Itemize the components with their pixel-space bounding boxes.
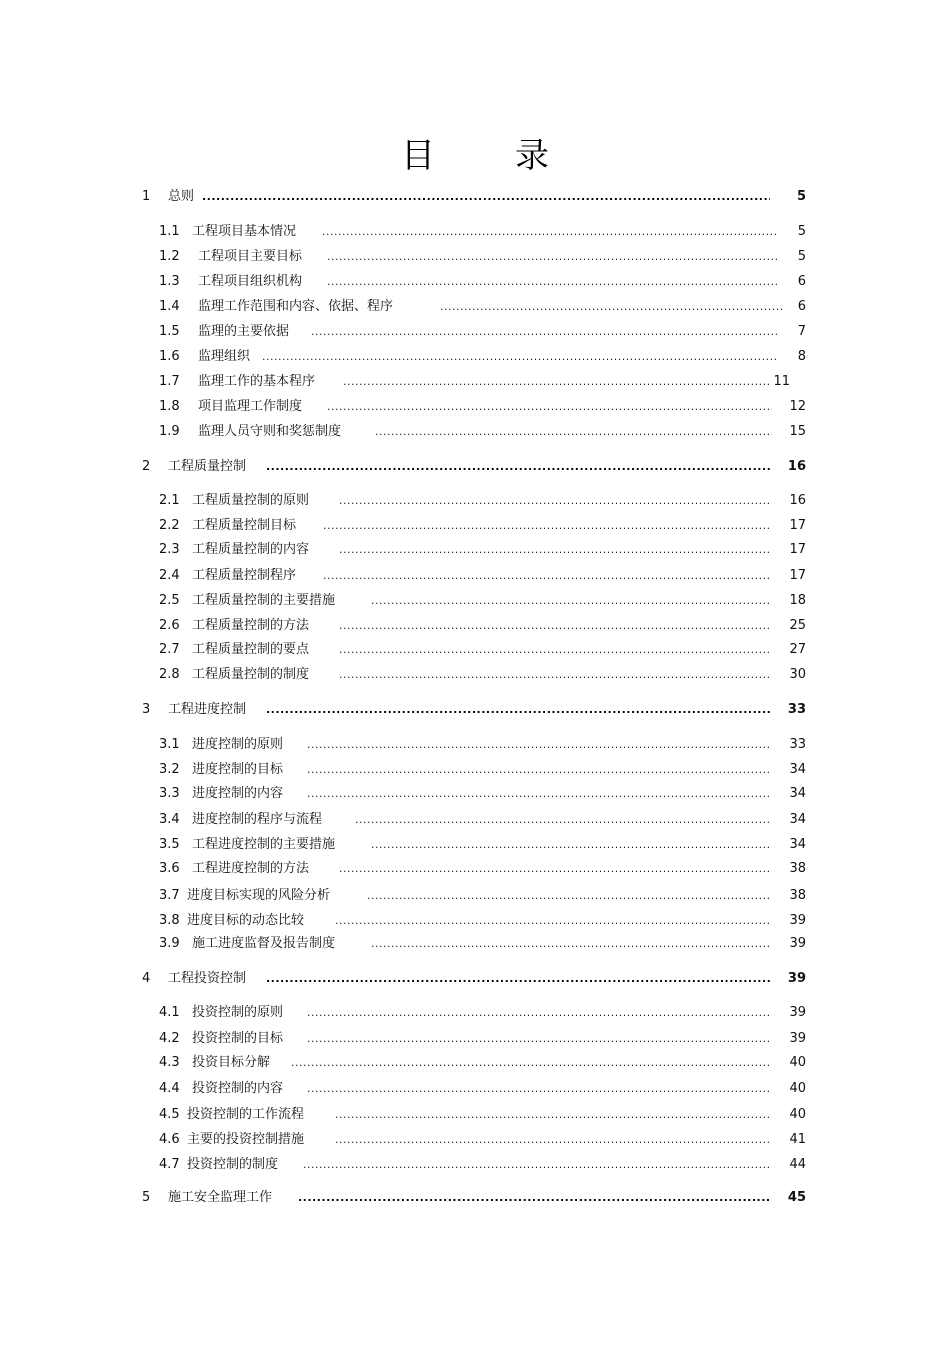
- leader-dots: [335, 912, 771, 930]
- toc-page-number: 45: [787, 1190, 806, 1205]
- toc-page-number: 34: [789, 762, 806, 777]
- toc-number: 1.9: [159, 424, 180, 439]
- leader-dots: [266, 970, 770, 988]
- toc-entry: [0, 323, 950, 341]
- toc-title: 投资控制的内容: [192, 1081, 284, 1096]
- toc-page-number: 30: [789, 667, 806, 682]
- toc-title: 工程质量控制的要点: [192, 642, 310, 657]
- toc-page-number: 40: [789, 1055, 806, 1070]
- leader-dots: [339, 860, 771, 878]
- toc-title: 进度控制的内容: [192, 786, 284, 801]
- toc-chapter: [0, 458, 950, 476]
- toc-entry: [0, 761, 950, 779]
- toc-title: 工程质量控制的内容: [192, 542, 310, 557]
- leader-dots: [335, 1131, 771, 1149]
- leader-dots: [323, 517, 771, 535]
- leader-dots: [355, 811, 771, 829]
- toc-page-number: 40: [789, 1081, 806, 1096]
- toc-page-number: 39: [789, 1005, 806, 1020]
- toc-entry: [0, 223, 950, 241]
- toc-number: 3.5: [159, 837, 180, 852]
- leader-dots: [322, 223, 777, 241]
- leader-dots: [339, 641, 771, 659]
- toc-page-number: 5: [796, 189, 806, 204]
- toc-page-number: 17: [789, 518, 806, 533]
- toc-title: 工程项目主要目标: [198, 249, 303, 264]
- toc-number: 1.1: [159, 224, 180, 239]
- title-char-2: 录: [515, 136, 549, 176]
- toc-title: 工程质量控制的主要措施: [192, 593, 336, 608]
- leader-dots: [371, 836, 771, 854]
- leader-dots: [323, 567, 771, 585]
- toc-page-number: 39: [787, 971, 806, 986]
- toc-page-number: 39: [789, 913, 806, 928]
- leader-dots: [371, 592, 771, 610]
- toc-entry: [0, 273, 950, 291]
- toc-title: 工程质量控制的原则: [192, 493, 310, 508]
- toc-entry: [0, 1156, 950, 1174]
- toc-entry: [0, 373, 950, 391]
- toc-page-number: 33: [789, 737, 806, 752]
- toc-title: 施工进度监督及报告制度: [192, 936, 336, 951]
- toc-title: 工程质量控制的制度: [192, 667, 310, 682]
- toc-title: 工程质量控制的方法: [192, 618, 310, 633]
- toc-number: 2.3: [159, 542, 180, 557]
- toc-page-number: 17: [789, 542, 806, 557]
- toc-entry: [0, 836, 950, 854]
- toc-title: 施工安全监理工作: [168, 1190, 273, 1205]
- leader-dots: [298, 1189, 770, 1207]
- toc-page-number: 40: [789, 1107, 806, 1122]
- toc-entry: [0, 641, 950, 659]
- toc-number: 1.6: [159, 349, 180, 364]
- toc-number: 5: [142, 1190, 151, 1205]
- toc-number: 4: [142, 971, 151, 986]
- toc-title: 监理组织: [198, 349, 251, 364]
- toc-number: 4.5: [159, 1107, 180, 1122]
- toc-page-number: 39: [789, 1031, 806, 1046]
- toc-entry: [0, 860, 950, 878]
- toc-page-number: 6: [797, 274, 806, 289]
- toc-number: 2.1: [159, 493, 180, 508]
- toc-title: 投资控制的制度: [187, 1157, 279, 1172]
- toc-title: 投资控制的目标: [192, 1031, 284, 1046]
- toc-number: 1.8: [159, 399, 180, 414]
- toc-number: 4.3: [159, 1055, 180, 1070]
- toc-page-number: 25: [789, 618, 806, 633]
- toc-entry: [0, 1054, 950, 1072]
- toc-number: 3.6: [159, 861, 180, 876]
- toc-number: 1.5: [159, 324, 180, 339]
- leader-dots: [327, 273, 777, 291]
- toc-chapter: [0, 970, 950, 988]
- toc-title: 工程质量控制目标: [192, 518, 297, 533]
- toc-entry: [0, 567, 950, 585]
- toc-page-number: 12: [789, 399, 806, 414]
- toc-entry: [0, 1131, 950, 1149]
- toc-page-number: 18: [789, 593, 806, 608]
- leader-dots: [327, 398, 772, 416]
- toc-title: 进度目标实现的风险分析: [187, 888, 331, 903]
- toc-page-number: 11: [773, 374, 790, 389]
- toc-entry: [0, 541, 950, 559]
- toc-number: 3.2: [159, 762, 180, 777]
- leader-dots: [291, 1054, 771, 1072]
- leader-dots: [307, 1030, 771, 1048]
- toc-number: 4.6: [159, 1132, 180, 1147]
- toc-page-number: 41: [789, 1132, 806, 1147]
- leader-dots: [375, 423, 772, 441]
- toc-number: 1.3: [159, 274, 180, 289]
- toc-entry: [0, 517, 950, 535]
- leader-dots: [339, 541, 771, 559]
- toc-number: 2.4: [159, 568, 180, 583]
- toc-page-number: 39: [789, 936, 806, 951]
- toc-title: 监理的主要依据: [198, 324, 290, 339]
- toc-number: 1.2: [159, 249, 180, 264]
- toc-title: 工程进度控制的方法: [192, 861, 310, 876]
- toc-chapter: [0, 701, 950, 719]
- toc-number: 1: [142, 189, 151, 204]
- toc-entry: [0, 592, 950, 610]
- toc-number: 1.7: [159, 374, 180, 389]
- toc-number: 3.9: [159, 936, 180, 951]
- leader-dots: [339, 666, 771, 684]
- toc-number: 3: [142, 702, 151, 717]
- toc-entry: [0, 423, 950, 441]
- toc-page-number: 44: [789, 1157, 806, 1172]
- toc-chapter: [0, 1189, 950, 1207]
- toc-title: 进度控制的目标: [192, 762, 284, 777]
- toc-number: 3.7: [159, 888, 180, 903]
- toc-entry: [0, 912, 950, 930]
- leader-dots: [335, 1106, 771, 1124]
- toc-entry: [0, 785, 950, 803]
- toc-title: 投资目标分解: [192, 1055, 271, 1070]
- toc-page-number: 7: [797, 324, 806, 339]
- toc-page-number: 38: [789, 861, 806, 876]
- toc-title: 工程质量控制: [168, 459, 247, 474]
- leader-dots: [307, 785, 771, 803]
- toc-number: 3.8: [159, 913, 180, 928]
- leader-dots: [339, 492, 771, 510]
- toc-title: 进度控制的原则: [192, 737, 284, 752]
- leader-dots: [307, 1080, 771, 1098]
- toc-title: 主要的投资控制措施: [187, 1132, 305, 1147]
- toc-entry: [0, 1080, 950, 1098]
- toc-entry: [0, 617, 950, 635]
- toc-number: 2.6: [159, 618, 180, 633]
- toc-number: 2.5: [159, 593, 180, 608]
- toc-entry: [0, 348, 950, 366]
- toc-page-number: 27: [789, 642, 806, 657]
- toc-title: 工程项目基本情况: [192, 224, 297, 239]
- toc-page-number: 15: [789, 424, 806, 439]
- page-title: [0, 128, 950, 177]
- toc-page-number: 6: [797, 299, 806, 314]
- toc-number: 2.8: [159, 667, 180, 682]
- toc-page-number: 5: [797, 224, 806, 239]
- toc-title: 监理工作的基本程序: [198, 374, 316, 389]
- toc-title: 监理工作范围和内容、依据、程序: [198, 299, 394, 314]
- leader-dots: [307, 761, 771, 779]
- toc-title: 工程进度控制的主要措施: [192, 837, 336, 852]
- toc-number: 2.7: [159, 642, 180, 657]
- leader-dots: [303, 1156, 771, 1174]
- toc-entry: [0, 666, 950, 684]
- toc-page-number: 34: [789, 837, 806, 852]
- toc-title: 工程投资控制: [168, 971, 247, 986]
- leader-dots: [339, 617, 771, 635]
- toc-entry: [0, 298, 950, 316]
- toc-page-number: 17: [789, 568, 806, 583]
- toc-page-number: 8: [797, 349, 806, 364]
- toc-number: 1.4: [159, 299, 180, 314]
- toc-number: 4.1: [159, 1005, 180, 1020]
- leader-dots: [440, 298, 782, 316]
- leader-dots: [307, 1004, 771, 1022]
- toc-page-number: 38: [789, 888, 806, 903]
- toc-title: 进度控制的程序与流程: [192, 812, 323, 827]
- toc-number: 4.7: [159, 1157, 180, 1172]
- toc-title: 投资控制的原则: [192, 1005, 284, 1020]
- toc-title: 总则: [168, 189, 195, 204]
- toc-entry: [0, 248, 950, 266]
- toc-title: 进度目标的动态比较: [187, 913, 305, 928]
- leader-dots: [202, 188, 770, 206]
- title-char-1: 目: [401, 136, 435, 176]
- toc-title: 监理人员守则和奖惩制度: [198, 424, 342, 439]
- toc-page-number: 5: [797, 249, 806, 264]
- leader-dots: [343, 373, 770, 391]
- toc-number: 4.2: [159, 1031, 180, 1046]
- toc-chapter: [0, 188, 950, 206]
- toc-entry: [0, 1004, 950, 1022]
- leader-dots: [266, 701, 770, 719]
- toc-entry: [0, 398, 950, 416]
- leader-dots: [311, 323, 777, 341]
- toc-title: 工程进度控制: [168, 702, 247, 717]
- toc-page-number: 33: [787, 702, 806, 717]
- toc-title: 项目监理工作制度: [198, 399, 303, 414]
- toc-title: 工程质量控制程序: [192, 568, 297, 583]
- toc-entry: [0, 736, 950, 754]
- toc-entry: [0, 1106, 950, 1124]
- toc-page-number: 34: [789, 786, 806, 801]
- toc-page-number: 16: [789, 493, 806, 508]
- leader-dots: [266, 458, 770, 476]
- toc-entry: [0, 935, 950, 953]
- toc-number: 3.1: [159, 737, 180, 752]
- toc-number: 2: [142, 459, 151, 474]
- toc-title: 工程项目组织机构: [198, 274, 303, 289]
- toc-number: 2.2: [159, 518, 180, 533]
- leader-dots: [262, 348, 777, 366]
- leader-dots: [371, 935, 771, 953]
- leader-dots: [307, 736, 771, 754]
- toc-page-number: 16: [787, 459, 806, 474]
- toc-number: 3.3: [159, 786, 180, 801]
- leader-dots: [327, 248, 777, 266]
- toc-title: 投资控制的工作流程: [187, 1107, 305, 1122]
- toc-number: 3.4: [159, 812, 180, 827]
- toc-page-number: 34: [789, 812, 806, 827]
- toc-entry: [0, 492, 950, 510]
- toc-number: 4.4: [159, 1081, 180, 1096]
- toc-entry: [0, 1030, 950, 1048]
- leader-dots: [367, 887, 771, 905]
- toc-entry: [0, 811, 950, 829]
- toc-entry: [0, 887, 950, 905]
